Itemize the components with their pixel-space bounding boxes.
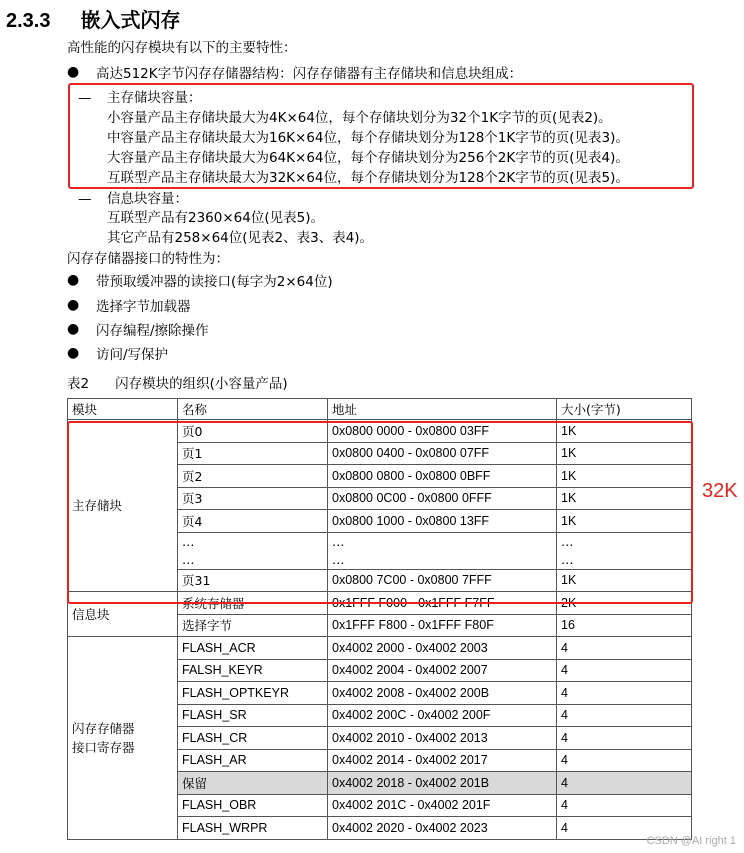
main-block-line: 小容量产品主存储块最大为4K×64位，每个存储块划分为32个1K字节的页(见表2)。 [107, 110, 612, 126]
cell-address: … [328, 532, 557, 551]
cell-size: 1K [557, 465, 692, 488]
cell-address: 0x0800 7C00 - 0x0800 7FFF [328, 569, 557, 592]
cell-address: 0x1FFF F800 - 0x1FFF F80F [328, 614, 557, 637]
cell-address: 0x4002 201C - 0x4002 201F [328, 794, 557, 817]
table-header-row [68, 399, 692, 420]
cell-address: 0x0800 0800 - 0x0800 0BFF [328, 465, 557, 488]
cell-name: 页1 [178, 442, 328, 465]
cell-name: FLASH_WRPR [178, 817, 328, 840]
cell-address: 0x0800 1000 - 0x0800 13FF [328, 510, 557, 533]
info-block-label: 信息块容量： [107, 191, 188, 207]
main-block-line: 中容量产品主存储块最大为16K×64位，每个存储块划分为128个1K字节的页(见表3)。 [107, 130, 629, 146]
bullet-icon: ● [67, 297, 80, 313]
cell-address: 0x4002 2018 - 0x4002 201B [328, 772, 557, 795]
table-caption-number: 表2 [67, 376, 90, 392]
cell-address: 0x1FFF F000 - 0x1FFF F7FF [328, 592, 557, 615]
cell-size: … [557, 551, 692, 570]
cell-name: FALSH_KEYR [178, 659, 328, 682]
table-caption-title: 闪存模块的组织(小容量产品) [115, 376, 288, 392]
cell-size: 1K [557, 510, 692, 533]
cell-size: 4 [557, 682, 692, 705]
cell-name: 页0 [178, 420, 328, 443]
cell-address: 0x4002 2014 - 0x4002 2017 [328, 749, 557, 772]
section-number: 2.3.3 [6, 10, 51, 32]
cell-name: FLASH_AR [178, 749, 328, 772]
cell-name: 页4 [178, 510, 328, 533]
cell-address: 0x4002 2020 - 0x4002 2023 [328, 817, 557, 840]
main-block-line: 大容量产品主存储块最大为64K×64位，每个存储块划分为256个2K字节的页(见表4)。 [107, 150, 629, 166]
interface-intro: 闪存存储器接口的特性为： [67, 251, 229, 267]
cell-address: 0x0800 0C00 - 0x0800 0FFF [328, 487, 557, 510]
cell-size: 4 [557, 794, 692, 817]
module-info-block: 信息块 [68, 592, 178, 637]
cell-name: FLASH_ACR [178, 637, 328, 660]
cell-name: … [178, 551, 328, 570]
section-title: 嵌入式闪存 [80, 8, 181, 32]
cell-address: 0x4002 2000 - 0x4002 2003 [328, 637, 557, 660]
bullet-icon: ● [67, 321, 80, 337]
cell-size: 4 [557, 772, 692, 795]
cell-name: FLASH_SR [178, 704, 328, 727]
cell-size: 1K [557, 420, 692, 443]
section-heading [6, 4, 180, 33]
cell-address: 0x0800 0400 - 0x0800 07FF [328, 442, 557, 465]
cell-size: 4 [557, 704, 692, 727]
cell-address: … [328, 551, 557, 570]
cell-name: 页2 [178, 465, 328, 488]
cell-size: … [557, 532, 692, 551]
module-reg-line: 接口寄存器 [72, 739, 135, 755]
module-interface-registers [68, 637, 178, 840]
cell-size: 1K [557, 569, 692, 592]
bullet-icon: ● [67, 345, 80, 361]
header-size: 大小(字节) [557, 399, 692, 420]
interface-feature: 闪存编程/擦除操作 [96, 323, 209, 339]
cell-name: 系统存储器 [178, 592, 328, 615]
cell-size: 4 [557, 727, 692, 750]
cell-address: 0x0800 0000 - 0x0800 03FF [328, 420, 557, 443]
dash-icon: — [78, 191, 92, 207]
cell-size: 2K [557, 592, 692, 615]
module-main-block: 主存储块 [68, 420, 178, 592]
interface-feature: 带预取缓冲器的读接口(每字为2×64位) [96, 274, 333, 290]
cell-size: 1K [557, 442, 692, 465]
table-row [68, 637, 692, 660]
main-block-line: 互联型产品主存储块最大为32K×64位，每个存储块划分为128个2K字节的页(见表5)。 [107, 170, 629, 186]
cell-size: 1K [557, 487, 692, 510]
cell-size: 4 [557, 659, 692, 682]
interface-feature: 选择字节加载器 [96, 299, 191, 315]
table-caption [67, 374, 288, 394]
intro-text: 高性能的闪存模块有以下的主要特性： [67, 40, 297, 56]
header-address: 地址 [328, 399, 557, 420]
highlight-box-main-rows [67, 421, 693, 604]
cell-address: 0x4002 200C - 0x4002 200F [328, 704, 557, 727]
annotation-32k: 32K [702, 480, 738, 502]
cell-size: 4 [557, 817, 692, 840]
cell-name: FLASH_CR [178, 727, 328, 750]
cell-address: 0x4002 2004 - 0x4002 2007 [328, 659, 557, 682]
cell-size: 4 [557, 749, 692, 772]
cell-address: 0x4002 2008 - 0x4002 200B [328, 682, 557, 705]
watermark: CSDN @AI right 1 [646, 835, 736, 847]
cell-name: 保留 [178, 772, 328, 795]
interface-feature: 访问/写保护 [96, 347, 169, 363]
cell-name: FLASH_OBR [178, 794, 328, 817]
bullet-icon: ● [67, 272, 80, 288]
module-reg-line: 闪存存储器 [72, 720, 135, 736]
bullet-icon: ● [67, 64, 80, 80]
bullet-flash-structure: 高达512K字节闪存存储器结构：闪存存储器有主存储块和信息块组成： [96, 66, 523, 82]
header-name: 名称 [178, 399, 328, 420]
cell-name: 页3 [178, 487, 328, 510]
info-block-line: 其它产品有258×64位(见表2、表3、表4)。 [107, 230, 374, 246]
cell-size: 4 [557, 637, 692, 660]
cell-name: 选择字节 [178, 614, 328, 637]
header-module: 模块 [68, 399, 178, 420]
cell-size: 16 [557, 614, 692, 637]
cell-name: FLASH_OPTKEYR [178, 682, 328, 705]
dash-icon: — [78, 90, 92, 106]
cell-address: 0x4002 2010 - 0x4002 2013 [328, 727, 557, 750]
cell-name: … [178, 532, 328, 551]
cell-name: 页31 [178, 569, 328, 592]
main-block-label: 主存储块容量： [107, 90, 202, 106]
info-block-line: 互联型产品有2360×64位(见表5)。 [107, 210, 324, 226]
